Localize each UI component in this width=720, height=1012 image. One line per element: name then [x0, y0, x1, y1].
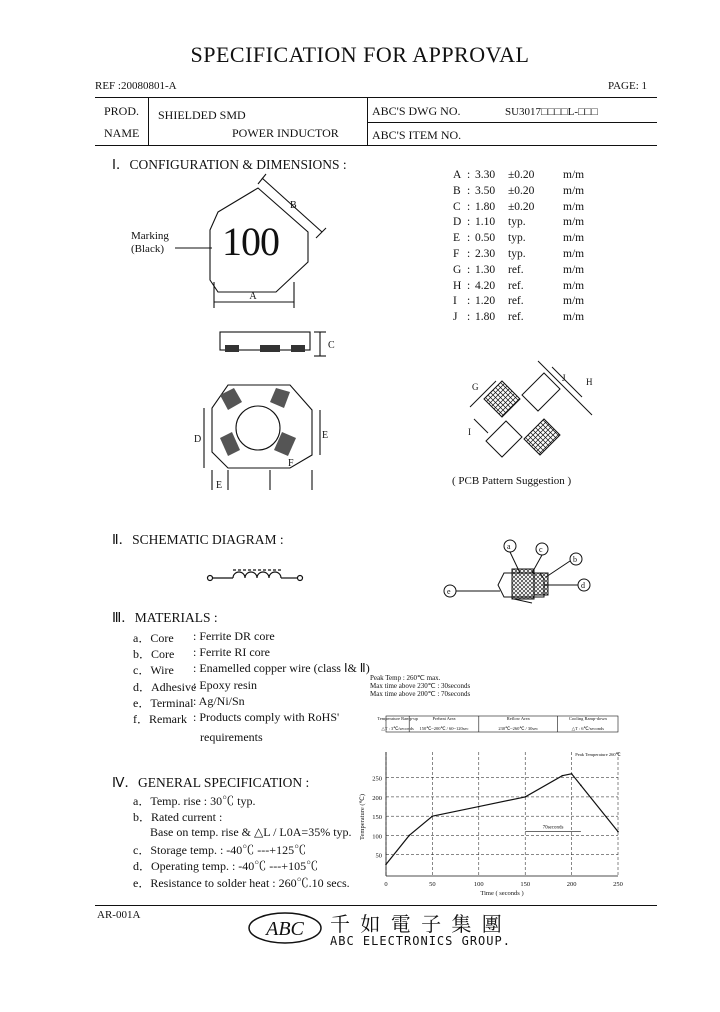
pcb-pattern-drawing: [448, 355, 608, 470]
y-axis-label: Temperature (℃): [359, 793, 366, 841]
y-tick-label: 200: [372, 794, 382, 802]
item-label: ABC'S ITEM NO.: [372, 128, 462, 142]
x-axis-label: Time ( seconds ): [480, 890, 524, 897]
spec-item: d．Operating temp. : -40℃ ---+105℃: [133, 859, 319, 874]
dimension-tol: ref.: [508, 279, 524, 292]
reflow-profile-line: [386, 774, 618, 865]
pcb-label-g: G: [472, 382, 479, 392]
dimension-tol: ±0.20: [508, 169, 535, 181]
section-config-title: Ⅰ．CONFIGURATION & DIMENSIONS :: [112, 157, 347, 172]
dimension-value: 0.50: [475, 232, 496, 245]
material-key: b．Core: [133, 647, 175, 662]
dimension-colon: :: [467, 263, 471, 276]
y-tick-label: 100: [372, 833, 382, 841]
callout-a: a: [507, 542, 511, 551]
table-mid-border: [367, 122, 657, 123]
dimension-unit: m/m: [563, 263, 585, 276]
dimension-tol: typ.: [508, 216, 526, 229]
dimension-value: 3.30: [475, 169, 496, 181]
footer-code: AR-001A: [97, 909, 141, 921]
dimension-unit: m/m: [563, 248, 585, 260]
material-key: a．Core: [133, 631, 174, 645]
reflow-chart: [352, 706, 642, 898]
dim-label-b: B: [290, 200, 297, 211]
dwg-label: ABC'S DWG NO.: [372, 104, 461, 118]
dimension-tol: typ.: [508, 232, 526, 245]
dim-label-e: E: [216, 480, 223, 491]
dimension-value: 1.20: [475, 295, 496, 308]
dimension-colon: :: [467, 248, 471, 260]
pcb-pad-1: [522, 373, 560, 411]
x-tick-label: 250: [613, 881, 623, 888]
reflow-profile-point: [562, 775, 564, 777]
dimension-colon: :: [467, 311, 471, 324]
dim-label-c: C: [328, 340, 335, 351]
dimension-key: F: [453, 248, 460, 260]
dimension-row: [453, 201, 593, 216]
dimension-key: B: [453, 184, 461, 197]
dimension-colon: :: [467, 200, 471, 213]
dimension-row: [453, 185, 593, 200]
dimension-row: [453, 280, 593, 295]
product-name-line1: SHIELDED SMD: [158, 108, 246, 122]
side-terminal-left: [225, 345, 239, 352]
dimension-key: D: [453, 216, 462, 229]
dimension-unit: m/m: [563, 232, 585, 245]
dimension-colon: :: [467, 169, 471, 181]
dimension-row: [453, 264, 593, 279]
dimension-value: 1.30: [475, 263, 496, 276]
dim-label-e2: E: [322, 430, 329, 441]
page-number: PAGE: 1: [608, 80, 648, 92]
marking-label: Marking: [131, 230, 169, 242]
dimension-key: C: [453, 200, 461, 213]
prod-label: PROD.: [104, 104, 140, 118]
table-divider: [367, 97, 368, 145]
dimension-colon: :: [467, 232, 471, 245]
dimension-value: 1.10: [475, 216, 496, 229]
core-circle: [236, 406, 280, 450]
dimension-unit: m/m: [563, 200, 585, 213]
pcb-pad-hatched-2: [524, 419, 560, 455]
dimension-row: [453, 232, 593, 247]
y-tick-label: 150: [372, 814, 382, 822]
dimension-colon: :: [467, 279, 471, 292]
material-key: c．Wire: [133, 663, 174, 678]
x-tick-label: 150: [520, 881, 531, 888]
dimension-colon: :: [467, 216, 471, 229]
x-tick-label: 200: [566, 881, 577, 888]
product-name-line2: POWER INDUCTOR: [232, 126, 339, 140]
dimension-tol: ref.: [508, 295, 524, 308]
marking-label-color: (Black): [131, 243, 164, 255]
material-remark-continued: requirements: [200, 730, 263, 744]
phase-label: Reflow Area: [506, 716, 530, 721]
reflow-profile-point: [408, 835, 410, 837]
spec-item: Base on temp. rise & △L / L0A=35% typ.: [150, 824, 352, 839]
dimension-tol: ref.: [508, 263, 524, 276]
side-terminal-right: [291, 345, 305, 352]
dim-label-f: F: [288, 458, 294, 469]
phase-label: Temperature Ramp-up: [377, 716, 418, 721]
y-tick-label: 250: [372, 775, 382, 783]
pcb-pad-2: [486, 421, 522, 457]
dimension-value: 1.80: [475, 200, 496, 213]
dimension-tol: ±0.20: [508, 184, 535, 197]
dimension-value: 2.30: [475, 248, 496, 260]
table-divider: [148, 97, 149, 145]
reflow-profile-point: [571, 773, 573, 775]
phase-label: Preheat Area: [432, 716, 456, 721]
pcb-pad-hatched-1: [484, 381, 520, 417]
side-terminal-mid: [260, 345, 280, 352]
dimension-colon: :: [467, 184, 471, 197]
abc-logo: [245, 910, 325, 946]
dwg-value: SU3017□□□□L-□□□: [505, 106, 598, 118]
material-key: d．Adhesive: [133, 679, 197, 694]
callout-b: b: [573, 555, 577, 564]
section-schematic-title: Ⅱ．SCHEMATIC DIAGRAM :: [112, 532, 284, 547]
phase-description: △T : 6℃/seconds: [571, 726, 605, 731]
logo-text: ABC: [266, 918, 304, 940]
x-tick-label: 0: [384, 881, 388, 888]
reflow-profile-point: [478, 806, 480, 808]
dimension-unit: m/m: [563, 216, 585, 229]
pcb-label-j: J: [562, 373, 566, 383]
reflow-profile-point: [385, 864, 387, 866]
y-tick-label: 50: [375, 852, 382, 860]
dimension-tol: typ.: [508, 248, 526, 260]
window-label: 70seconds: [542, 825, 564, 831]
company-name-english: ABC ELECTRONICS GROUP.: [330, 934, 511, 948]
ref-number: REF :20080801-A: [95, 80, 177, 92]
callout-d: d: [581, 581, 585, 590]
spec-item: e．Resistance to solder heat : 260℃.10 secs.: [133, 875, 350, 890]
table-bottom-border: [95, 145, 657, 146]
material-key: f．Remark: [133, 712, 187, 726]
phase-description: 150℃~200℃ / 60~120sec: [419, 726, 469, 731]
pcb-label-i: I: [468, 427, 471, 437]
callout-c: c: [539, 545, 543, 554]
x-tick-label: 100: [473, 881, 484, 888]
material-value: : Enamelled copper wire (class Ⅰ& Ⅱ): [193, 661, 370, 676]
phase-description: △T : 3℃/seconds: [381, 726, 414, 731]
material-value: : Ag/Ni/Sn: [193, 693, 245, 708]
dimension-tol: ref.: [508, 311, 524, 324]
reflow-profile-point: [524, 796, 526, 798]
chart-note: Max time above 230℃ : 30seconds: [370, 682, 471, 690]
material-key: e．Terminal: [133, 695, 194, 710]
dimension-unit: m/m: [563, 295, 585, 308]
dimension-key: G: [453, 263, 462, 276]
spec-item: c．Storage temp. : -40℃ ---+125℃: [133, 842, 307, 857]
marking-text: 100: [222, 219, 279, 264]
name-label: NAME: [104, 126, 140, 140]
phase-label: Cooling Ramp-down: [568, 716, 607, 721]
company-name-chinese: 千 如 電 子 集 團: [330, 912, 504, 936]
dimension-row: [453, 216, 593, 231]
reflow-profile-point: [580, 785, 582, 787]
chart-note: Peak Temp : 260℃ max.: [370, 674, 441, 682]
phase-description: 230℃~260℃ / 30sec: [498, 726, 539, 731]
dim-label-d: D: [194, 434, 202, 445]
page-title: SPECIFICATION FOR APPROVAL: [190, 42, 530, 67]
dimension-value: 1.80: [475, 311, 496, 324]
dimension-unit: m/m: [563, 169, 585, 181]
dimension-key: A: [453, 169, 462, 181]
material-value: : Products comply with RoHS': [193, 710, 340, 724]
dimension-tol: ±0.20: [508, 200, 535, 213]
schematic-symbol: [205, 566, 305, 588]
dimension-unit: m/m: [563, 279, 585, 292]
material-value: : Ferrite RI core: [193, 645, 270, 660]
x-tick-label: 50: [429, 881, 436, 888]
dimension-value: 4.20: [475, 279, 496, 292]
dimension-key: I: [453, 295, 457, 308]
pcb-caption: ( PCB Pattern Suggestion ): [452, 475, 572, 487]
pad-top-right: [270, 388, 290, 408]
construction-diagram: [440, 535, 600, 607]
table-top-border: [95, 97, 657, 98]
dimension-key: E: [453, 232, 461, 245]
dimension-unit: m/m: [563, 184, 585, 197]
chart-note: Max time above 200℃ : 70seconds: [370, 690, 471, 698]
pad-bottom-right: [274, 432, 296, 456]
dimension-value: 3.50: [475, 184, 496, 197]
dimension-key: J: [453, 311, 458, 324]
dimension-colon: :: [467, 295, 471, 308]
dimension-key: H: [453, 279, 462, 292]
dimension-row: [453, 295, 593, 310]
pcb-label-h: H: [586, 377, 593, 387]
material-value: : Ferrite DR core: [193, 629, 275, 643]
spec-item: b．Rated current :: [133, 810, 223, 825]
section-materials-title: Ⅲ．MATERIALS :: [112, 610, 218, 625]
peak-label: Peak Temperature 260℃: [575, 752, 621, 757]
dim-label-a: A: [249, 291, 257, 302]
dimension-row: [453, 311, 593, 326]
callout-e: e: [447, 587, 451, 596]
material-value: : Epoxy resin: [193, 677, 257, 692]
dimension-row: [453, 248, 593, 263]
reflow-profile-point: [432, 815, 434, 817]
spec-item: a．Temp. rise : 30℃ typ.: [133, 794, 256, 808]
dimension-unit: m/m: [563, 311, 585, 324]
reflow-profile-point: [617, 831, 619, 833]
footer-divider: [95, 905, 657, 906]
chart-notes: [370, 674, 470, 698]
section-general-spec-title: Ⅳ．GENERAL SPECIFICATION :: [112, 775, 310, 790]
dimension-row: [453, 169, 593, 184]
